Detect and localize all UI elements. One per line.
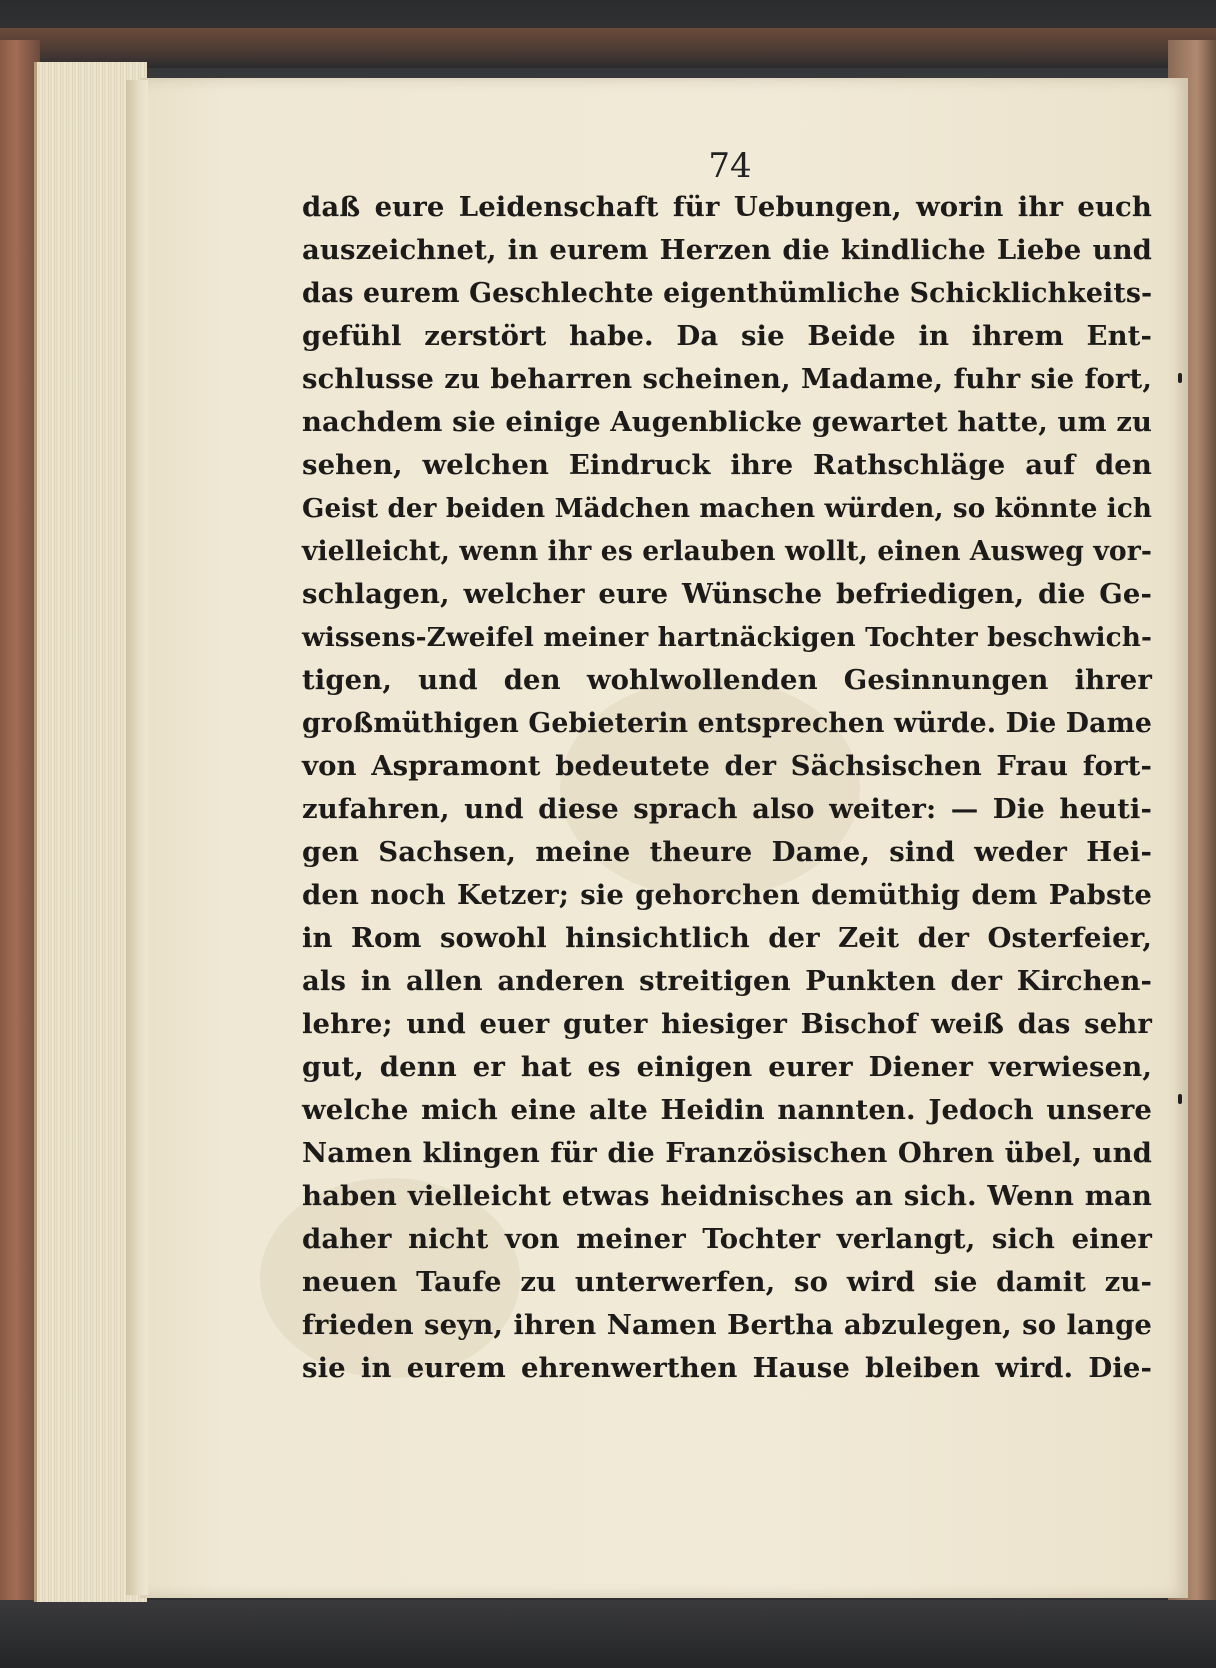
text-line: vielleicht, wenn ihr es erlauben wollt, einen Ausweg vor-: [302, 536, 1152, 567]
text-line: von Aspramont bedeutete der Sächsischen Frau fort-: [302, 750, 1152, 782]
text-line: gen Sachsen, meine theure Dame, sind weder Hei-: [302, 836, 1152, 868]
text-line: lehre; und euer guter hiesiger Bischof weiß das sehr: [302, 1008, 1152, 1040]
page-number: 74: [708, 146, 752, 186]
text-line: haben vielleicht etwas heidnisches an sich. Wenn man: [302, 1180, 1152, 1212]
text-line: Namen klingen für die Französischen Ohren übel, und: [302, 1137, 1152, 1169]
text-line: daher nicht von meiner Tochter verlangt, sich einer: [302, 1223, 1152, 1255]
page-gutter: [126, 80, 148, 1595]
text-line: das eurem Geschlechte eigenthümliche Schicklichkeits-: [302, 278, 1153, 309]
text-line: schlusse zu beharren scheinen, Madame, fuhr sie fort,: [302, 363, 1152, 395]
text-line: als in allen anderen streitigen Punkten der Kirchen-: [302, 965, 1152, 997]
text-line: großmüthigen Gebieterin entsprechen würde. Die Dame: [302, 708, 1152, 739]
text-line: neuen Taufe zu unterwerfen, so wird sie damit zu-: [302, 1266, 1152, 1298]
book-cover-top: [0, 28, 1216, 68]
text-line: schlagen, welcher eure Wünsche befriedigen, die Ge-: [302, 578, 1152, 610]
text-line: auszeichnet, in eurem Herzen die kindliche Liebe und: [302, 234, 1152, 266]
text-line: daß eure Leidenschaft für Uebungen, worin ihr euch: [302, 191, 1152, 223]
text-line: Geist der beiden Mädchen machen würden, so könnte ich: [302, 493, 1152, 524]
text-line: den noch Ketzer; sie gehorchen demüthig dem Pabste: [302, 879, 1152, 911]
text-line: welche mich eine alte Heidin nannten. Jedoch unsere: [302, 1094, 1152, 1126]
text-line: nachdem sie einige Augenblicke gewartet hatte, um zu: [302, 406, 1152, 438]
text-line: sie in eurem ehrenwerthen Hause bleiben wird. Die-: [302, 1352, 1152, 1384]
text-line: in Rom sowohl hinsichtlich der Zeit der Osterfeier,: [302, 922, 1152, 954]
book-cover-bottom: [0, 1600, 1216, 1668]
text-line: tigen, und den wohlwollenden Gesinnungen ihrer: [302, 664, 1152, 696]
margin-mark: [1178, 373, 1182, 383]
text-line: wissens-Zweifel meiner hartnäckigen Tochter beschwich-: [302, 622, 1152, 653]
text-line: frieden seyn, ihren Namen Bertha abzulegen, so lange: [302, 1309, 1152, 1341]
text-line: sehen, welchen Eindruck ihre Rathschläge auf den: [302, 449, 1152, 481]
text-line: gefühl zerstört habe. Da sie Beide in ihrem Ent-: [302, 320, 1152, 352]
margin-mark: [1178, 1094, 1182, 1104]
page-text: [302, 186, 1152, 1390]
text-line: gut, denn er hat es einigen eurer Diener verwiesen,: [302, 1051, 1152, 1083]
text-line: zufahren, und diese sprach also weiter: — Die heuti-: [302, 793, 1152, 825]
